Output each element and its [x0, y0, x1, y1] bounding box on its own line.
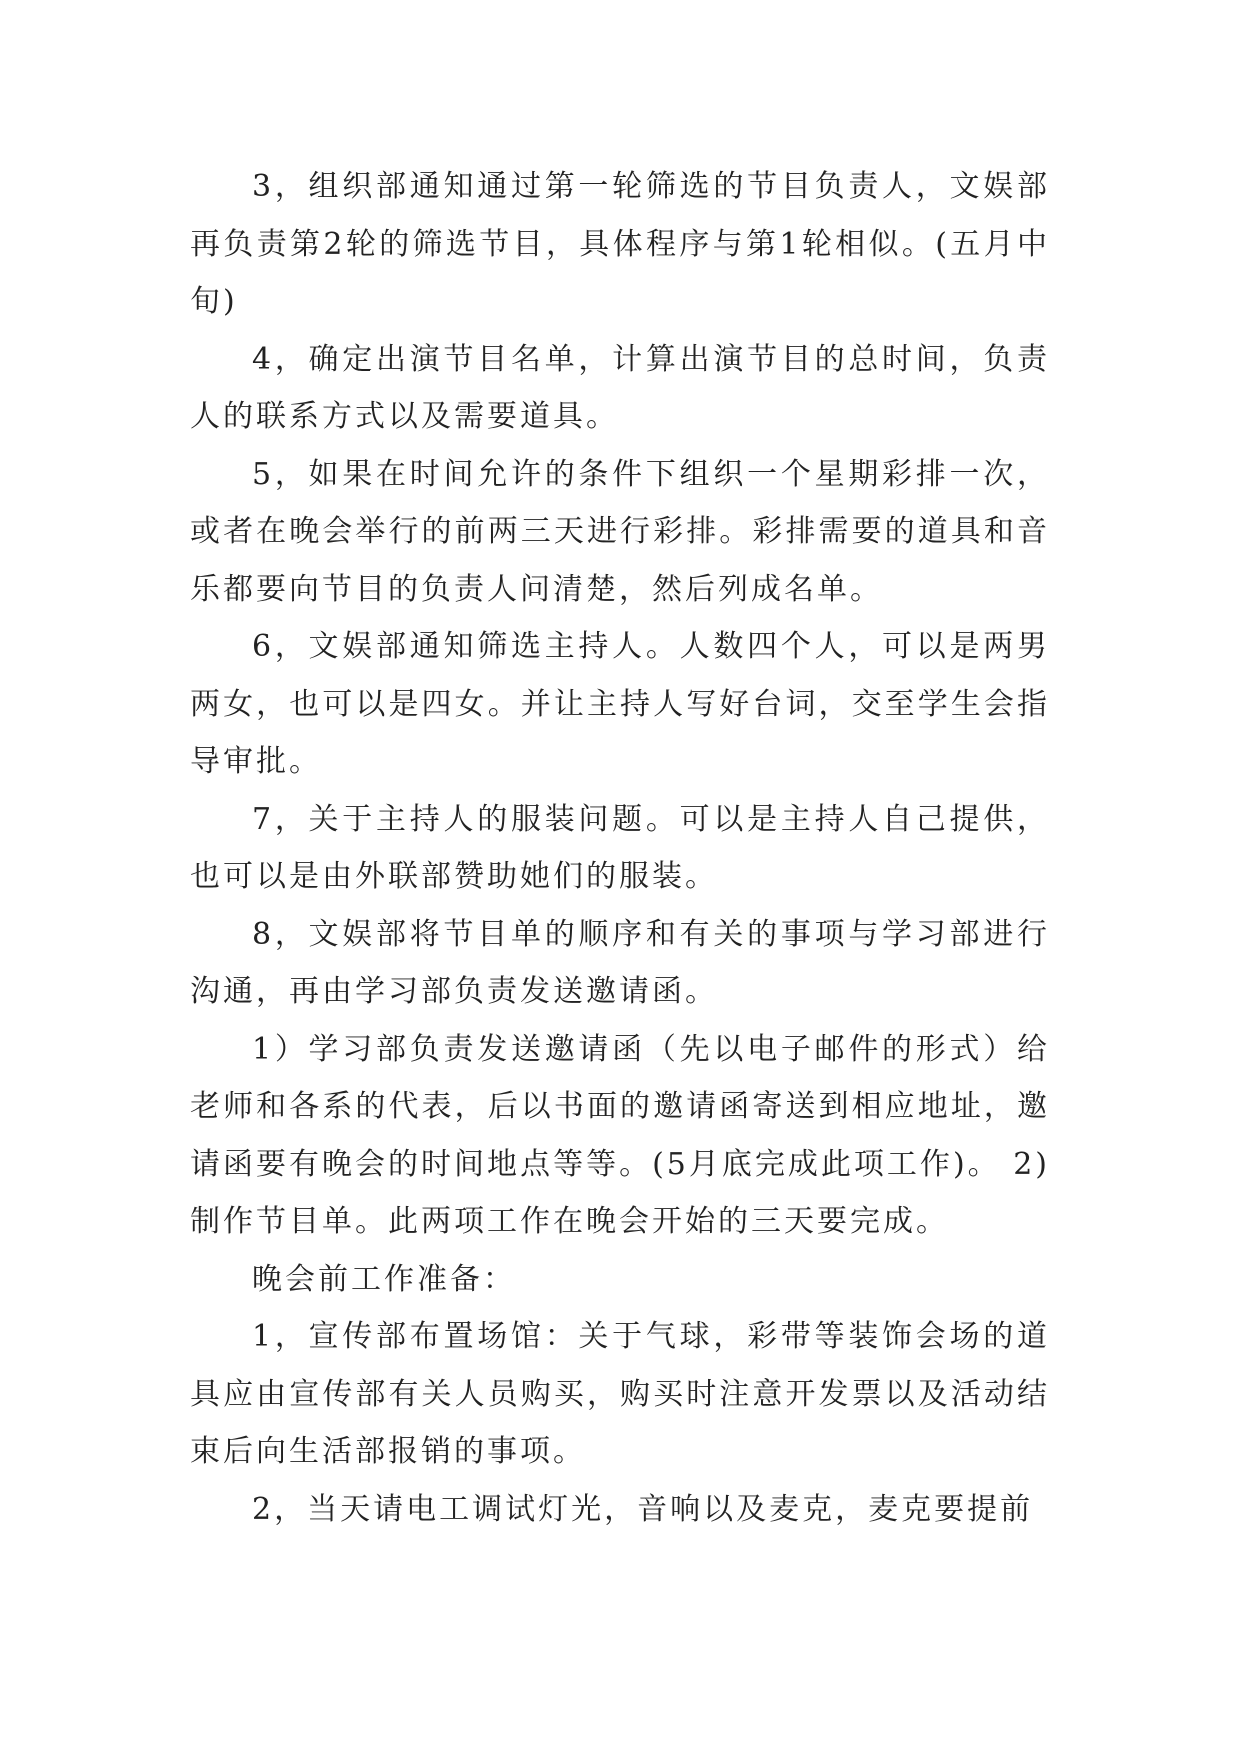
paragraph-rehearsal: 5，如果在时间允许的条件下组织一个星期彩排一次，或者在晚会举行的前两三天进行彩排。彩排需要的道具和音乐都要向节目的负责人问清楚，然后列成名单。 [190, 456, 1050, 607]
paragraph-host-selection: 6，文娱部通知筛选主持人。人数四个人，可以是两男两女，也可以是四女。并让主持人写好台词，交至学生会指导审批。 [190, 629, 1050, 779]
paragraph-pre-event-heading: 晚会前工作准备： [252, 1261, 516, 1297]
paragraph-lighting-sound: 2，当天请电工调试灯光，音响以及麦克，麦克要提前 [252, 1491, 1034, 1527]
paragraph-program-list: 4，确定出演节目名单，计算出演节目的总时间，负责人的联系方式以及需要道具。 [190, 341, 1050, 434]
paragraph-invitation-details: 1）学习部负责发送邀请函（先以电子邮件的形式）给老师和各系的代表，后以书面的邀请函寄送到相应地址，邀请函要有晚会的时间地点等等。(5月底完成此项工作)。 2)制作节目单。此两项工作在晚会开始的三天要完成。 [190, 1031, 1050, 1239]
paragraph-invitation-coordination: 8，文娱部将节目单的顺序和有关的事项与学习部进行沟通，再由学习部负责发送邀请函。 [190, 916, 1050, 1009]
document-body [190, 158, 1050, 1538]
paragraph-venue-decoration: 1，宣传部布置场馆：关于气球，彩带等装饰会场的道具应由宣传部有关人员购买，购买时注意开发票以及活动结束后向生活部报销的事项。 [190, 1319, 1050, 1469]
paragraph-program-screening-round2: 3，组织部通知通过第一轮筛选的节目负责人，文娱部再负责第2轮的筛选节目，具体程序与第1轮相似。(五月中旬) [190, 169, 1050, 319]
paragraph-host-costume: 7，关于主持人的服装问题。可以是主持人自己提供，也可以是由外联部赞助她们的服装。 [190, 801, 1050, 894]
